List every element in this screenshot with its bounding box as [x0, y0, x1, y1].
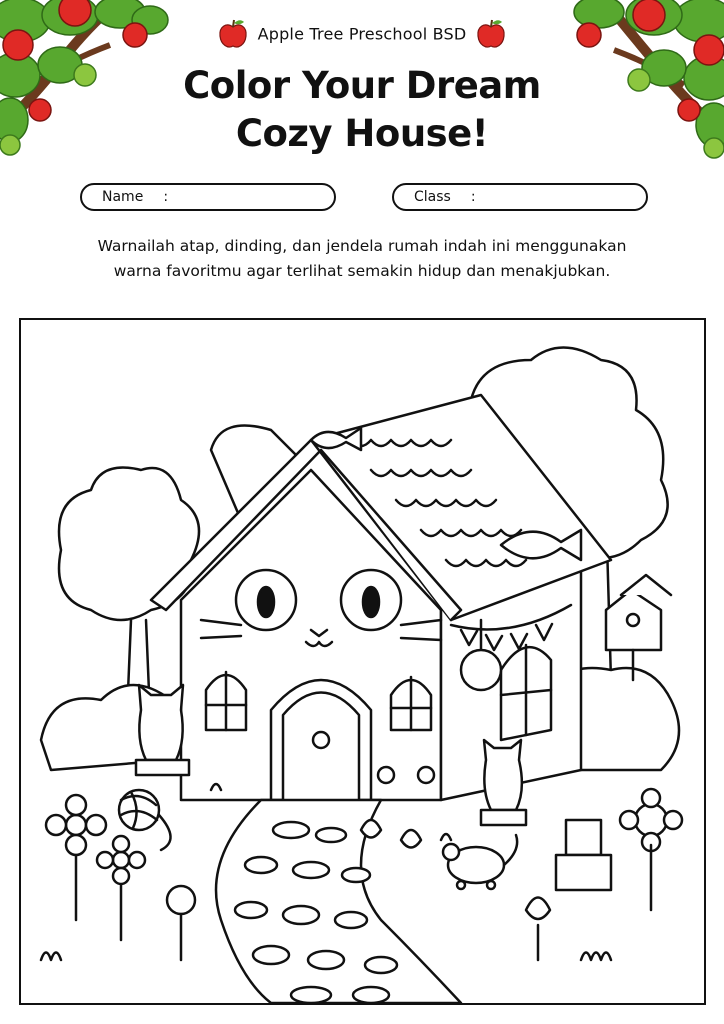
title-line-2: Cozy House! [235, 112, 489, 155]
name-label: Name [102, 189, 144, 205]
title-line-1: Color Your Dream [183, 64, 541, 107]
paw-blocks-icon [556, 820, 611, 890]
stone-path [216, 800, 461, 1003]
school-name-row [0, 18, 724, 50]
birdhouse-icon [606, 575, 671, 680]
page-title [0, 62, 724, 158]
name-colon: : [163, 189, 169, 205]
apple-icon [218, 18, 248, 50]
cat-right-icon [481, 740, 526, 825]
coloring-picture [19, 318, 706, 1005]
instructions-line-2: warna favoritmu agar terlihat semakin hidup dan menakjubkan. [113, 262, 611, 280]
instructions-line-1: Warnailah atap, dinding, dan jendela rumah indah ini menggunakan [97, 237, 627, 255]
class-label: Class [414, 189, 451, 205]
cat-left-icon [136, 685, 189, 775]
school-name: Apple Tree Preschool BSD [257, 24, 467, 44]
mouse-toy-icon [443, 835, 517, 889]
apple-icon [476, 18, 506, 50]
instructions [40, 234, 684, 284]
class-field[interactable] [392, 183, 648, 211]
name-field[interactable] [80, 183, 336, 211]
class-colon: : [470, 189, 476, 205]
